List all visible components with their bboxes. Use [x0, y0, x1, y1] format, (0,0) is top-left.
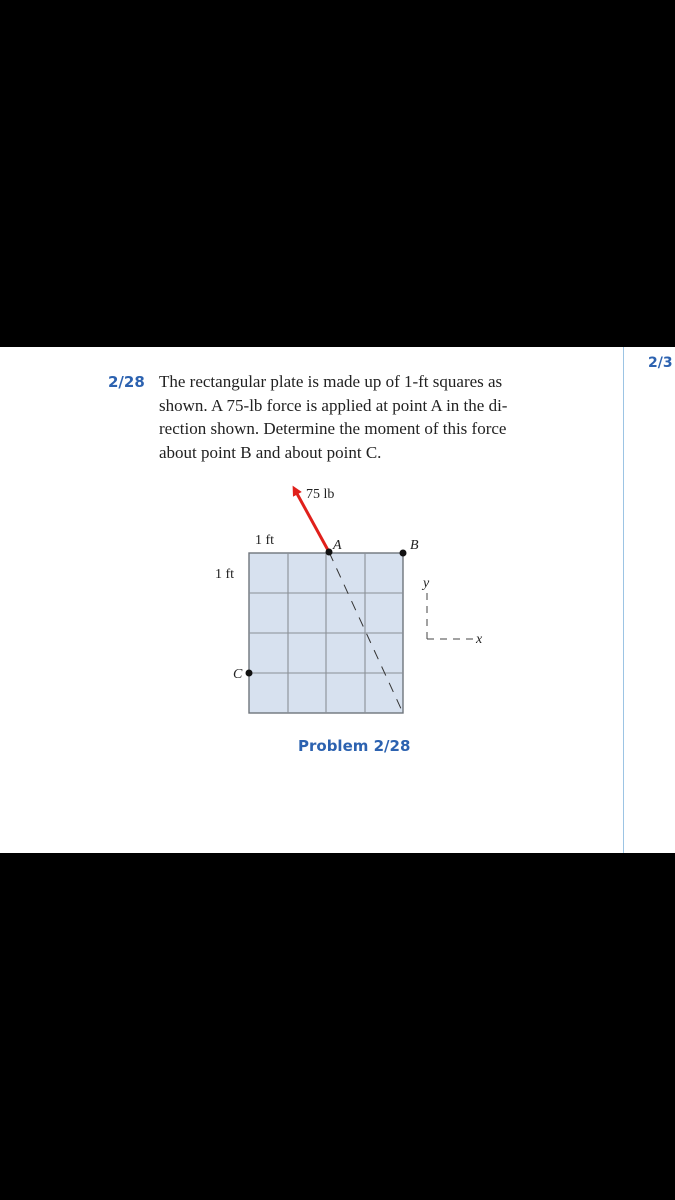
dimension-top-label: 1 ft [255, 533, 275, 548]
problem-text-line: The rectangular plate is made up of 1-ft squares as [159, 372, 503, 391]
problem-text-line: shown. A 75-lb force is applied at point A in the di- [159, 395, 508, 415]
point-a-label: A [333, 538, 342, 553]
dimension-left-label: 1 ft [215, 567, 235, 582]
coordinate-axes [427, 593, 473, 639]
problem-text-line: rection shown. Determine the moment of this force [159, 419, 507, 438]
point-c-label: C [233, 667, 243, 682]
point-b-label: B [410, 538, 419, 553]
next-problem-number: 2/3 [648, 355, 673, 371]
figure-caption: Problem 2/28 [298, 737, 411, 755]
point-a-marker [326, 549, 333, 556]
force-label: 75 lb [306, 487, 335, 502]
problem-text-line: about point B and about point C. [159, 442, 382, 462]
axis-x-label: x [476, 632, 483, 647]
point-c-marker [246, 670, 253, 677]
problem-number: 2/28 [108, 373, 145, 391]
axis-y-label: y [423, 576, 430, 591]
plate-figure [0, 347, 675, 853]
textbook-page [0, 347, 675, 853]
point-b-marker [400, 550, 407, 557]
